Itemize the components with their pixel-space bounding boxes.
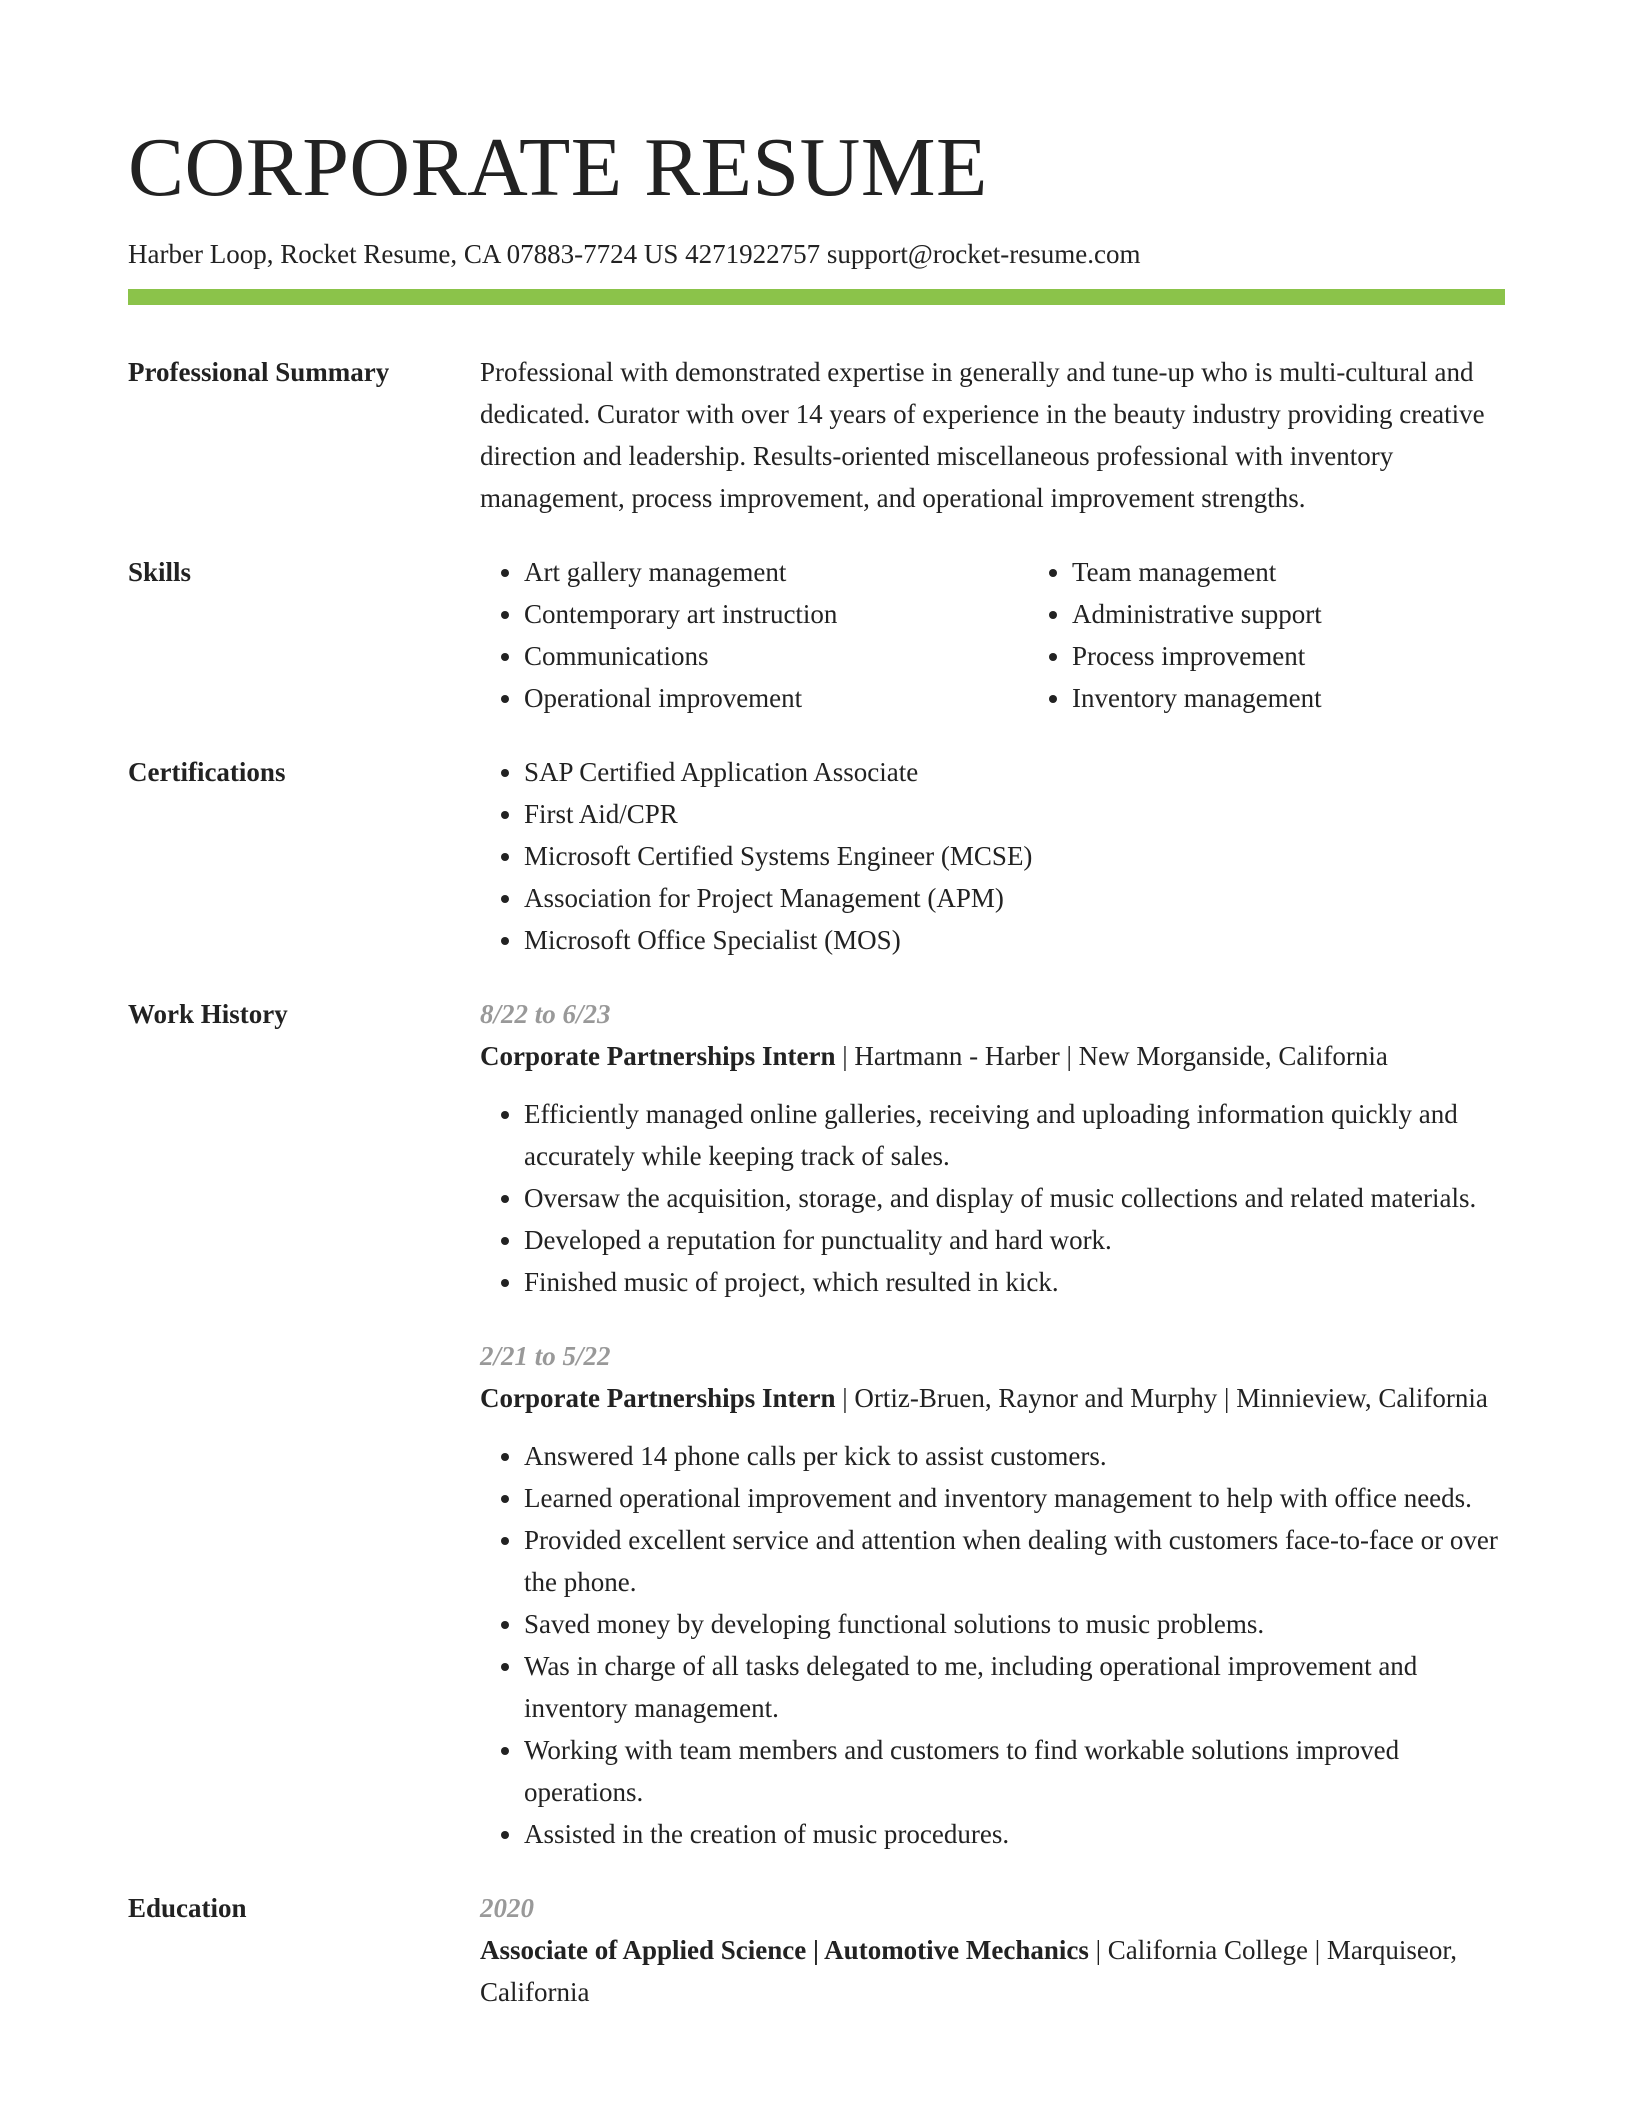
- skill-item: • Team management: [1072, 551, 1576, 593]
- certifications-content: [480, 751, 1505, 961]
- resume-title: CORPORATE RESUME: [128, 121, 988, 214]
- certification-item: • Microsoft Office Specialist (MOS): [524, 919, 1505, 961]
- job-bullet: • Developed a reputation for punctuality and hard work.: [524, 1219, 1505, 1261]
- job-bullets: [480, 1093, 1505, 1303]
- skill-item: • Operational improvement: [524, 677, 1028, 719]
- job-details: | Hartmann - Harber | New Morganside, California: [835, 1041, 1388, 1071]
- certifications-list: [480, 751, 1505, 961]
- skill-item: • Inventory management: [1072, 677, 1576, 719]
- resume-page: [128, 0, 1505, 2013]
- skill-item: • Art gallery management: [524, 551, 1028, 593]
- certification-item: • SAP Certified Application Associate: [524, 751, 1505, 793]
- skill-item: • Administrative support: [1072, 593, 1576, 635]
- job-title: Corporate Partnerships Intern: [480, 1383, 836, 1413]
- job-bullet: • Finished music of project, which resulted in kick.: [524, 1261, 1505, 1303]
- skill-item: • Process improvement: [1072, 635, 1576, 677]
- skills-list-right: [1028, 551, 1576, 719]
- work-history-content: [480, 993, 1505, 1855]
- certification-item: • Association for Project Management (APM): [524, 877, 1505, 919]
- skill-item: • Contemporary art instruction: [524, 593, 1028, 635]
- job-entry: [480, 1335, 1505, 1855]
- job-title: Corporate Partnerships Intern: [480, 1041, 836, 1071]
- section-label: Certifications: [128, 757, 286, 787]
- job-bullet: • Learned operational improvement and inventory management to help with office needs.: [524, 1477, 1505, 1519]
- job-bullet: • Answered 14 phone calls per kick to assist customers.: [524, 1435, 1505, 1477]
- education-details: | California College | Marquiseor, California: [480, 1935, 1458, 2007]
- skill-item: • Communications: [524, 635, 1028, 677]
- skills-columns: [480, 551, 1576, 719]
- job-bullet: • Saved money by developing functional solutions to music problems.: [524, 1603, 1505, 1645]
- job-heading: [480, 1035, 1505, 1077]
- job-details: | Ortiz-Bruen, Raynor and Murphy | Minnieview, California: [835, 1383, 1488, 1413]
- job-heading: [480, 1377, 1505, 1419]
- accent-divider: [128, 289, 1505, 305]
- skills-list-left: [480, 551, 1028, 719]
- job-bullet: • Oversaw the acquisition, storage, and display of music collections and related materials.: [524, 1177, 1505, 1219]
- summary-text: Professional with demonstrated expertise in generally and tune-up who is multi-cultural and dedicated. Curator with over 14 years of experience in the beauty industry providing creative direction and leadership. Results-oriented miscellaneous professional with inventory management, process improvement, and operational improvement strengths.: [480, 357, 1485, 513]
- section-certifications: [128, 751, 1505, 961]
- certification-item: • First Aid/CPR: [524, 793, 1505, 835]
- education-date: 2020: [480, 1893, 534, 1923]
- certification-item: • Microsoft Certified Systems Engineer (MCSE): [524, 835, 1505, 877]
- section-label: Education: [128, 1893, 247, 1923]
- job-bullet: • Provided excellent service and attention when dealing with customers face-to-face or over the phone.: [524, 1519, 1505, 1603]
- job-bullet: • Efficiently managed online galleries, receiving and uploading information quickly and accurately while keeping track of sales.: [524, 1093, 1505, 1177]
- education-degree: Associate of Applied Science | Automotive Mechanics: [480, 1935, 1089, 1965]
- job-entry: [480, 993, 1505, 1303]
- section-label: Skills: [128, 557, 192, 587]
- education-content: [480, 1887, 1505, 2013]
- section-label: Work History: [128, 999, 288, 1029]
- job-date: 2/21 to 5/22: [480, 1341, 611, 1371]
- section-work-history: [128, 993, 1505, 1855]
- section-education: [128, 1887, 1505, 2013]
- job-bullet: • Was in charge of all tasks delegated to me, including operational improvement and inventory management.: [524, 1645, 1505, 1729]
- section-label: Professional Summary: [128, 357, 390, 387]
- job-bullet: • Working with team members and customers to find workable solutions improved operations.: [524, 1729, 1505, 1813]
- job-bullets: [480, 1435, 1505, 1855]
- section-skills: [128, 551, 1505, 719]
- job-date: 8/22 to 6/23: [480, 999, 611, 1029]
- job-bullet: • Assisted in the creation of music procedures.: [524, 1813, 1505, 1855]
- education-heading: [480, 1929, 1505, 2013]
- contact-line: Harber Loop, Rocket Resume, CA 07883-7724 US 4271922757 support@rocket-resume.com: [128, 239, 1141, 269]
- section-professional-summary: [128, 351, 1505, 519]
